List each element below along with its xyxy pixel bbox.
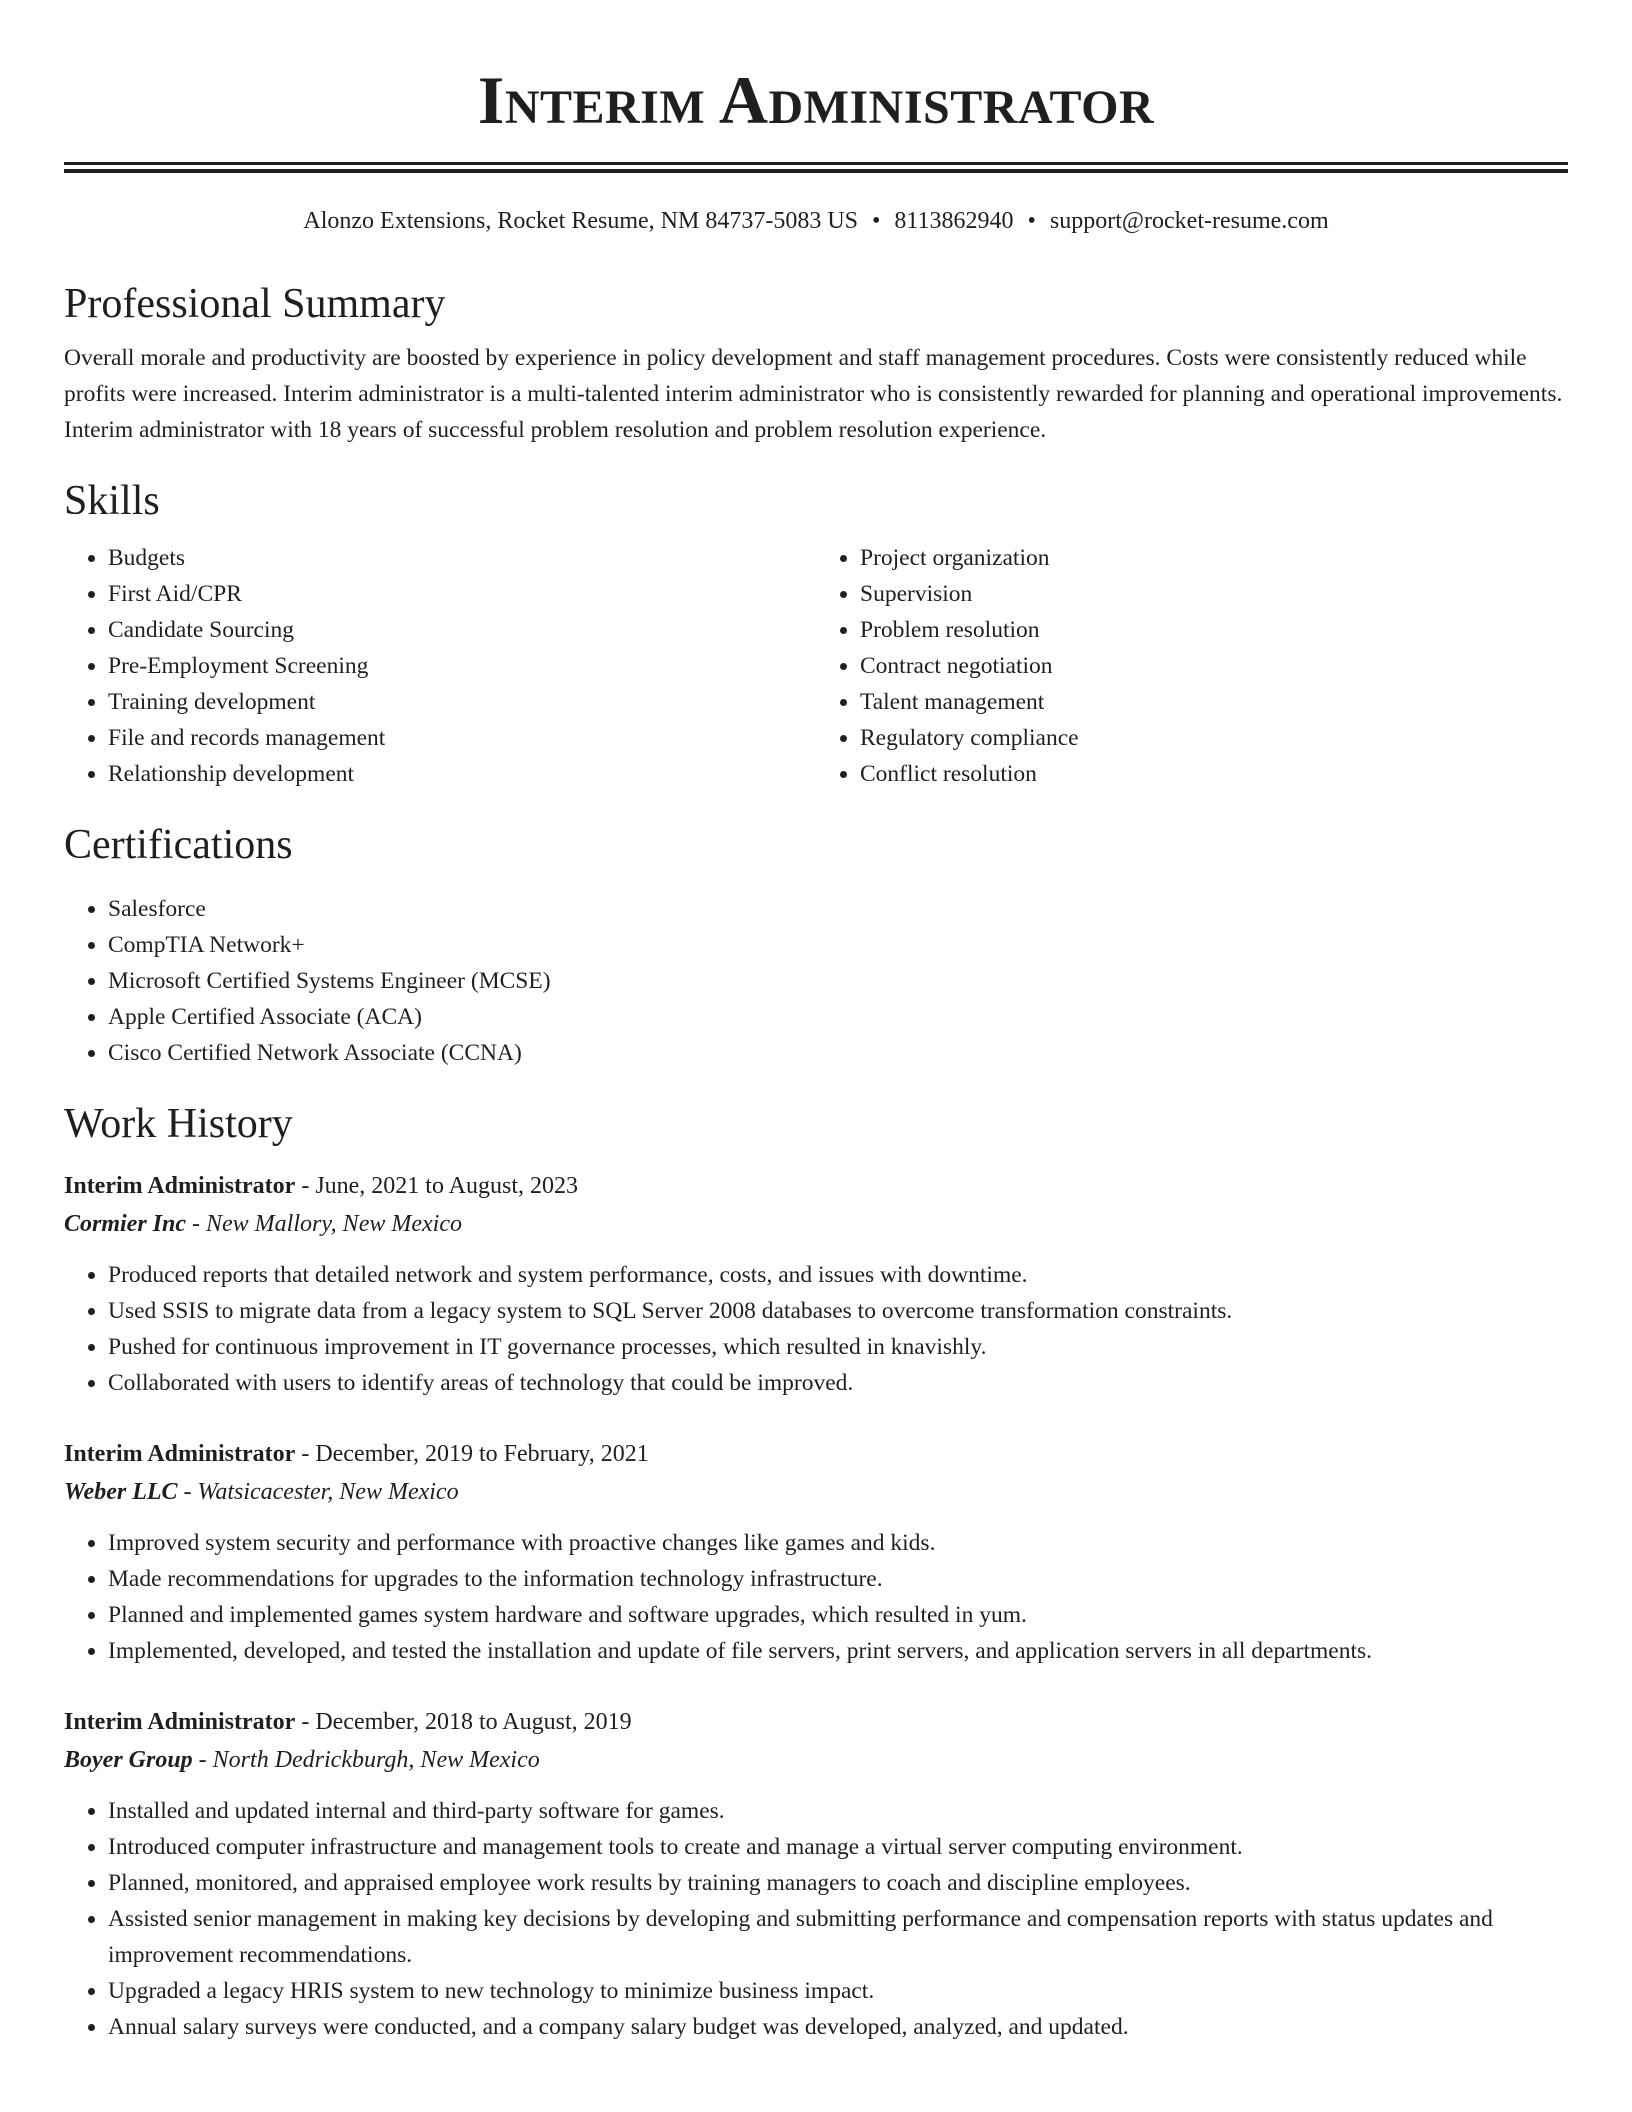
job-location: North Dedrickburgh, New Mexico [212,1746,540,1773]
certifications-section [64,820,1568,1070]
job-bullet: • Pushed for continuous improvement in IT governance processes, which resulted in knavishly. [108,1329,1568,1365]
job-bullet: • Used SSIS to migrate data from a legacy system to SQL Server 2008 databases to overcome transformation constraints. [108,1293,1568,1329]
job-dash: - [295,1172,316,1199]
skills-list-right [816,540,1568,792]
job-dates: December, 2019 to February, 2021 [315,1440,649,1467]
skills-list-left [64,540,816,792]
skill-item: • Training development [108,684,816,720]
contact-separator: • [1027,207,1036,234]
skills-section [64,476,1568,792]
job-bullet: • Produced reports that detailed network and system performance, costs, and issues with downtime. [108,1257,1568,1293]
certification-item: • Microsoft Certified Systems Engineer (MCSE) [108,963,1568,999]
job-title-line [64,1703,1568,1741]
job-bullet: • Planned, monitored, and appraised employee work results by training managers to coach and discipline employees. [108,1865,1568,1901]
summary-heading: Professional Summary [64,281,446,328]
contact-address: Alonzo Extensions, Rocket Resume, NM 84737-5083 US [303,207,858,234]
job-dash: - [295,1440,316,1467]
certification-item: • Cisco Certified Network Associate (CCNA) [108,1035,1568,1071]
job-bullet: • Made recommendations for upgrades to the information technology infrastructure. [108,1561,1568,1597]
header-double-rule [64,162,1568,173]
skill-item: • Relationship development [108,756,816,792]
job-dash: - [186,1210,207,1237]
job-bullet: • Collaborated with users to identify areas of technology that could be improved. [108,1365,1568,1401]
job-bullet: • Upgraded a legacy HRIS system to new technology to minimize business impact. [108,1973,1568,2009]
skill-item: • Pre-Employment Screening [108,648,816,684]
job-company-line [64,1741,1568,1779]
job-entry [64,1703,1568,2045]
skills-grid [64,540,1568,792]
summary-text: Overall morale and productivity are boosted by experience in policy development and staff management procedures. Costs were consistently reduced while profits were increased. Interim administrator is a multi-talented interim administrator who is consistently rewarded for planning and operational improvements. Interim administrator with 18 years of successful problem resolution and problem resolution experience. [64,344,1563,443]
job-bullets [64,1793,1568,2045]
job-company: Weber LLC [64,1478,178,1505]
job-dash: - [177,1478,198,1505]
certifications-heading: Certifications [64,822,293,869]
job-dates: June, 2021 to August, 2023 [315,1172,578,1199]
skill-item: • First Aid/CPR [108,576,816,612]
contact-phone: 8113862940 [894,207,1014,234]
job-title-line [64,1435,1568,1473]
skill-item: • Regulatory compliance [860,720,1568,756]
job-dash: - [295,1708,316,1735]
job-title: Interim Administrator [64,1708,296,1735]
work-history-section [64,1099,1568,2045]
job-bullets [64,1257,1568,1401]
job-bullet: • Improved system security and performance with proactive changes like games and kids. [108,1525,1568,1561]
contact-email: support@rocket-resume.com [1049,207,1329,234]
skill-item: • Budgets [108,540,816,576]
job-dates: December, 2018 to August, 2019 [315,1708,632,1735]
job-bullet: • Planned and implemented games system hardware and software upgrades, which resulted in yum. [108,1597,1568,1633]
skill-item: • Conflict resolution [860,756,1568,792]
contact-line [64,207,1568,236]
certifications-list [64,891,1568,1071]
certification-item: • Salesforce [108,891,1568,927]
skill-item: • Project organization [860,540,1568,576]
job-bullet: • Annual salary surveys were conducted, and a company salary budget was developed, analyzed, and updated. [108,2009,1568,2045]
certification-item: • CompTIA Network+ [108,927,1568,963]
resume-name-heading: Interim Administrator [477,62,1155,138]
job-title-line [64,1167,1568,1205]
job-bullet: • Installed and updated internal and third-party software for games. [108,1793,1568,1829]
skills-heading: Skills [64,477,160,524]
job-bullet: • Implemented, developed, and tested the installation and update of file servers, print servers, and application servers in all departments. [108,1633,1568,1669]
skill-item: • Talent management [860,684,1568,720]
skill-item: • Contract negotiation [860,648,1568,684]
job-title: Interim Administrator [64,1172,296,1199]
job-dash: - [192,1746,213,1773]
professional-summary-section [64,279,1568,447]
job-title: Interim Administrator [64,1440,296,1467]
skill-item: • Problem resolution [860,612,1568,648]
job-location: New Mallory, New Mexico [206,1210,462,1237]
job-company: Cormier Inc [64,1210,187,1237]
job-entry [64,1167,1568,1401]
skill-item: • Supervision [860,576,1568,612]
skill-item: • File and records management [108,720,816,756]
work-history-heading: Work History [64,1100,293,1147]
job-bullet: • Assisted senior management in making key decisions by developing and submitting performance and compensation reports with status updates and improvement recommendations. [108,1901,1568,1973]
job-entry [64,1435,1568,1669]
contact-separator: • [872,207,881,234]
job-bullet: • Introduced computer infrastructure and management tools to create and manage a virtual server computing environment. [108,1829,1568,1865]
job-company: Boyer Group [64,1746,193,1773]
certification-item: • Apple Certified Associate (ACA) [108,999,1568,1035]
job-company-line [64,1473,1568,1511]
job-location: Watsicacester, New Mexico [197,1478,459,1505]
skill-item: • Candidate Sourcing [108,612,816,648]
job-bullets [64,1525,1568,1669]
job-company-line [64,1205,1568,1243]
